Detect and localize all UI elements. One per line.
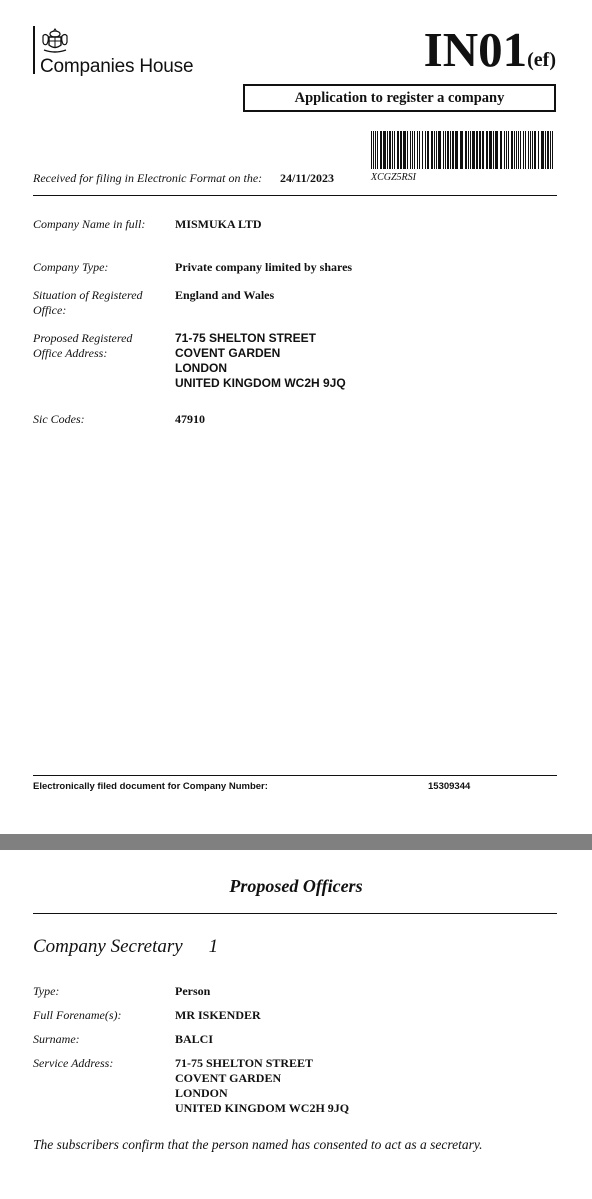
received-date: 24/11/2023 [280,171,335,185]
logo-text: Companies House [40,56,194,77]
barcode-icon [371,131,556,169]
office-address-label: Proposed Registered Office Address: [33,331,133,360]
barcode-code: XCGZ5RSI [371,172,416,183]
forename-value: MR ISKENDER [175,1008,261,1022]
document-page-2 [0,850,592,1199]
officer-type-label: Type: [33,984,60,998]
form-code-suffix: (ef) [527,49,556,71]
company-name-value: MISMUKA LTD [175,217,262,231]
forename-label: Full Forename(s): [33,1008,122,1022]
sic-codes-label: Sic Codes: [33,412,85,426]
surname-label: Surname: [33,1032,80,1046]
company-type-value: Private company limited by shares [175,260,353,274]
header-rule [33,195,557,196]
surname-value: BALCI [175,1032,214,1046]
officer-heading [33,936,218,958]
office-address-line: UNITED KINGDOM WC2H 9JQ [175,376,346,390]
officer-number: 1 [208,936,219,957]
royal-crest-icon [40,26,70,54]
company-number: 15309344 [428,781,471,792]
service-address-label: Service Address: [33,1056,114,1070]
service-address-line: 71-75 SHELTON STREET [175,1056,314,1070]
situation-value: England and Wales [175,288,275,302]
received-label: Received for filing in Electronic Format on the: [33,171,263,185]
consent-statement: The subscribers confirm that the person named has consented to act as a secretary. [33,1137,483,1152]
section-rule [33,913,557,914]
service-address-line: COVENT GARDEN [175,1071,282,1085]
form-code-main: IN01 [423,22,528,77]
form-code [424,22,556,88]
company-name-label: Company Name in full: [33,217,146,231]
officer-type-value: Person [175,984,211,998]
logo-bar [33,26,35,74]
company-type-label: Company Type: [33,260,109,274]
sic-codes-value: 47910 [175,412,205,426]
footer-rule [33,775,557,776]
service-address-value [175,1056,349,1116]
office-address-value [175,331,346,391]
officer-role: Company Secretary [33,936,183,957]
page-divider [0,834,592,850]
office-address-line: LONDON [175,361,227,375]
companies-house-logo [33,26,203,78]
office-address-line: COVENT GARDEN [175,346,281,360]
section-title: Proposed Officers [229,876,363,896]
footer-label: Electronically filed document for Company Number: [33,781,268,792]
service-address-line: UNITED KINGDOM WC2H 9JQ [175,1101,350,1115]
service-address-line: LONDON [175,1086,228,1100]
situation-label: Situation of Registered Office: [33,288,143,317]
office-address-line: 71-75 SHELTON STREET [175,331,316,345]
form-title: Application to register a company [243,84,556,112]
